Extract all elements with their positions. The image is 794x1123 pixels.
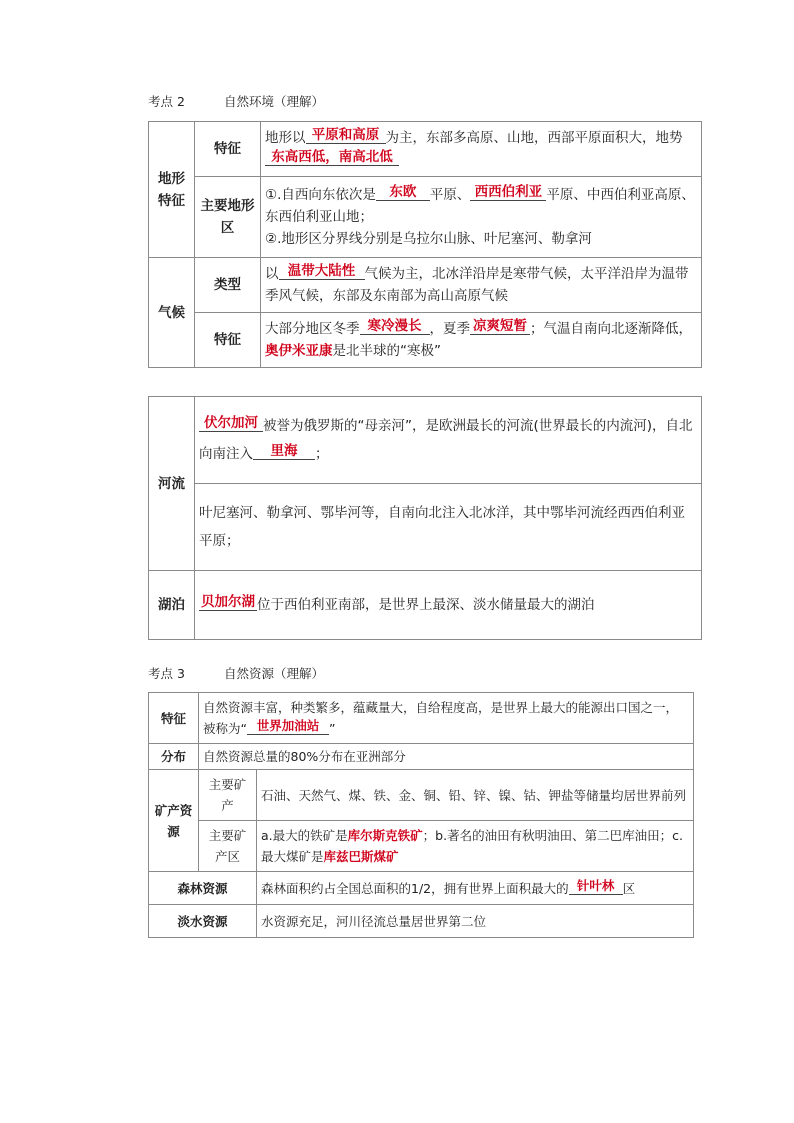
water-cell: 水资源充足，河川径流总量居世界第二位 xyxy=(257,905,694,938)
text-segment: 被誉为俄罗斯的“母亲河”，是欧洲最长的河流(世界最长的内流河)，自北向南注入 xyxy=(199,418,693,462)
text-segment: ②.地形区分界线分别是乌拉尔山脉、叶尼塞河、勒拿河 xyxy=(265,231,592,247)
answer-blank: 西西伯利亚 xyxy=(470,184,546,201)
text-segment: ①.自西向东依次是 xyxy=(265,187,376,203)
table-row xyxy=(149,397,702,484)
table-row xyxy=(149,693,694,744)
climate-feature-label: 特征 xyxy=(195,313,261,368)
answer-blank: 东欧 xyxy=(376,184,430,201)
mineral-main-label: 主要矿产 xyxy=(199,770,257,821)
answer-blank: 平原和高原 xyxy=(306,127,386,144)
text-segment: ，夏季 xyxy=(429,321,470,337)
answer-highlight: 奥伊米亚康 xyxy=(265,343,333,359)
mineral-main-cell: 石油、天然气、煤、铁、金、铜、铅、锌、镍、钴、钾盐等储量均居世界前列 xyxy=(257,770,694,821)
table-row xyxy=(149,744,694,770)
res-feature-label: 特征 xyxy=(149,693,199,744)
text-segment: ” xyxy=(328,721,336,736)
answer-highlight: 库兹巴斯煤矿 xyxy=(323,849,399,864)
answer-blank: 世界加油站 xyxy=(247,718,329,735)
climate-type-label: 类型 xyxy=(195,258,261,313)
answer-blank: 寒冷漫长 xyxy=(360,318,430,335)
section-3-number: 考点 3 xyxy=(148,666,185,681)
text-segment: 区 xyxy=(622,880,636,896)
answer-blank: 东高西低，南高北低 xyxy=(265,149,399,166)
answer-blank: 贝加尔湖 xyxy=(201,594,255,610)
text-segment: 自然资源丰富，种类繁多，蕴藏量大，自给程度高，是世界上最大的能源出口国之一，被称为“ xyxy=(203,700,679,736)
climate-label: 气候 xyxy=(149,258,195,368)
answer-blank: 伏尔加河 xyxy=(199,415,263,432)
river-cell-1 xyxy=(195,397,702,484)
answer-blank: 温带大陆性 xyxy=(279,263,365,280)
text-segment: 为主，东部多高原、山地，西部平原面积大，地势 xyxy=(385,130,683,146)
landform-regions-label: 主要地形区 xyxy=(195,177,261,258)
table-row xyxy=(149,258,702,313)
text-segment: 大部分地区冬季 xyxy=(265,321,360,337)
answer-blank: 针叶林 xyxy=(569,878,623,895)
text-segment: a.最大的铁矿是 xyxy=(261,828,348,843)
section-2-heading xyxy=(148,92,324,110)
table-row xyxy=(149,177,702,258)
text-segment: 以 xyxy=(265,266,279,282)
text-segment: 地形以 xyxy=(265,130,306,146)
water-label: 淡水资源 xyxy=(149,905,257,938)
landform-label: 地形特征 xyxy=(149,122,195,258)
table-row xyxy=(149,821,694,872)
table-row xyxy=(149,122,702,177)
table-row xyxy=(149,770,694,821)
mineral-label: 矿产资源 xyxy=(149,770,199,872)
res-distribution-cell: 自然资源总量的80%分布在亚洲部分 xyxy=(199,744,694,770)
climate-type-cell xyxy=(261,258,702,313)
answer-blank: 凉爽短暂 xyxy=(470,318,530,335)
natural-environment-table xyxy=(148,121,702,368)
table-row xyxy=(149,872,694,905)
lake-label: 湖泊 xyxy=(149,571,195,640)
text-segment: ； xyxy=(315,446,329,462)
mineral-area-cell xyxy=(257,821,694,872)
table-row xyxy=(149,313,702,368)
landform-regions-cell xyxy=(261,177,702,258)
table-row xyxy=(149,905,694,938)
climate-feature-cell xyxy=(261,313,702,368)
res-distribution-label: 分布 xyxy=(149,744,199,770)
table-row xyxy=(149,484,702,571)
river-label: 河流 xyxy=(149,397,195,571)
natural-resources-table xyxy=(148,692,694,938)
text-segment: 是北半球的“寒极” xyxy=(332,343,441,359)
table-row xyxy=(149,571,702,640)
section-3-heading xyxy=(148,664,324,682)
text-segment: ；b.著名的油田有秋明油田、第二巴库油田；c.最大煤矿是 xyxy=(261,828,683,864)
forest-label: 森林资源 xyxy=(149,872,257,905)
section-3-title: 自然资源（理解） xyxy=(224,666,325,681)
text-segment: 森林面积约占全国总面积的1/2，拥有世界上面积最大的 xyxy=(261,880,569,896)
landform-feature-cell xyxy=(261,122,702,177)
text-segment: 平原、 xyxy=(429,187,471,203)
river-cell-2: 叶尼塞河、勒拿河、鄂毕河等，自南向北注入北冰洋，其中鄂毕河流经西西伯利亚平原； xyxy=(195,484,702,571)
text-segment: 平原、中西伯利亚高原、东西伯利亚山地； xyxy=(265,187,695,225)
answer-blank: 里海 xyxy=(253,443,315,460)
res-feature-cell xyxy=(199,693,694,744)
section-2-number: 考点 2 xyxy=(148,94,185,109)
text-segment: 气候为主，北冰洋沿岸是寒带气候，太平洋沿岸为温带季风气候，东部及东南部为高山高原气候 xyxy=(265,266,689,304)
text-segment: 位于西伯利亚南部，是世界上最深、淡水储量最大的湖泊 xyxy=(257,597,595,613)
section-2-title: 自然环境（理解） xyxy=(224,94,325,109)
mineral-area-label: 主要矿产区 xyxy=(199,821,257,872)
forest-cell xyxy=(257,872,694,905)
landform-feature-label: 特征 xyxy=(195,122,261,177)
water-bodies-table xyxy=(148,396,702,640)
answer-highlight: 库尔斯克铁矿 xyxy=(347,828,423,843)
text-segment: ；气温自南向北逐渐降低， xyxy=(530,321,692,337)
lake-cell xyxy=(195,571,702,640)
